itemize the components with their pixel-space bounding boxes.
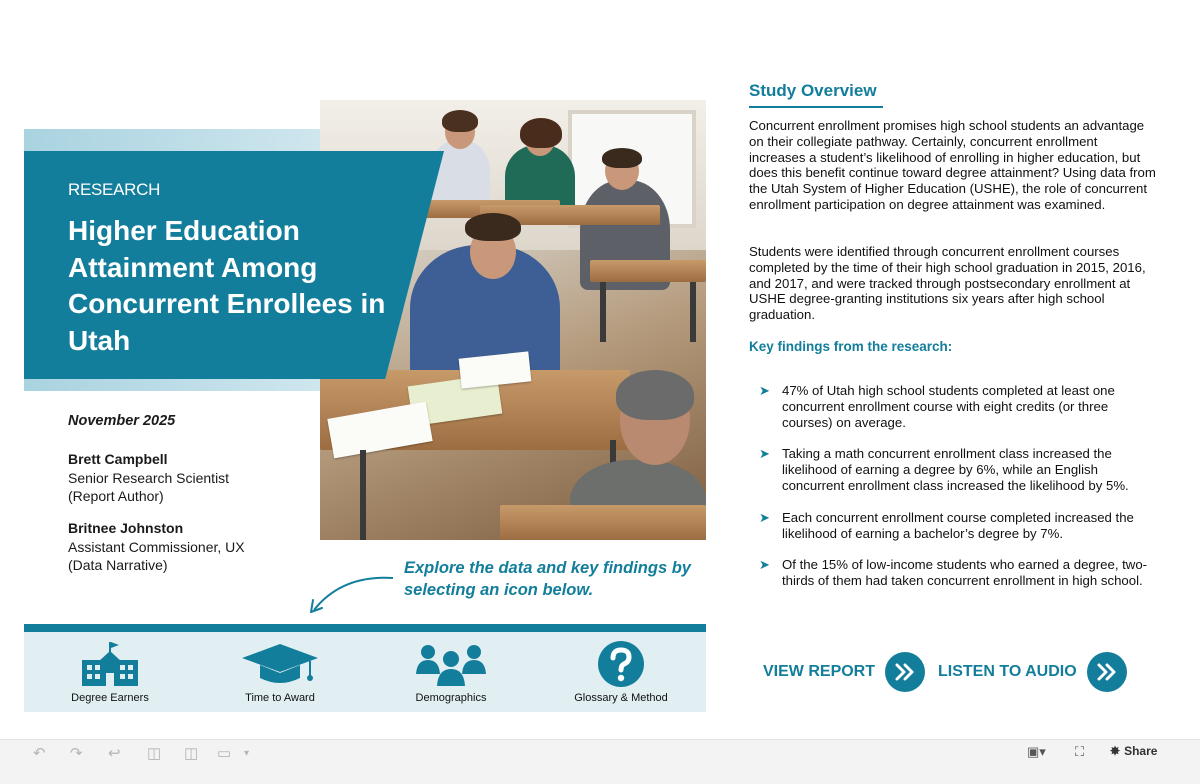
nav-label: Degree Earners <box>71 692 149 704</box>
author-block-2 <box>68 520 245 574</box>
graduation-cap-icon <box>240 640 320 688</box>
undo-icon[interactable]: ↶ <box>33 745 46 762</box>
nav-degree-earners[interactable] <box>35 640 185 710</box>
chevron-down-icon[interactable]: ▾ <box>244 748 250 759</box>
share-icon: ✸ <box>1110 744 1121 758</box>
listen-audio-label: LISTEN TO AUDIO <box>938 663 1077 680</box>
arrow-bullet-icon: ➤ <box>759 557 770 572</box>
author-credit: (Data Narrative) <box>68 557 168 573</box>
curved-arrow-icon <box>305 572 397 616</box>
arrow-bullet-icon: ➤ <box>759 383 770 398</box>
nav-demographics[interactable] <box>376 640 526 710</box>
finding-item <box>759 446 1159 493</box>
school-building-icon <box>78 640 142 688</box>
arrow-bullet-icon: ➤ <box>759 446 770 461</box>
nav-label: Time to Award <box>245 692 315 704</box>
nav-label: Glossary & Method <box>574 692 668 704</box>
share-button[interactable] <box>1110 744 1157 758</box>
overview-title: Study Overview <box>749 81 877 100</box>
finding-item <box>759 557 1159 589</box>
view-report-button[interactable] <box>763 652 925 692</box>
report-date: November 2025 <box>68 413 176 429</box>
finding-text: Taking a math concurrent enrollment class increased the likelihood of earning a degree by 6%, while an English concurrent enrollment class increased the likelihood by 5%. <box>782 446 1129 493</box>
redo-icon[interactable]: ↷ <box>70 745 83 762</box>
pause-updates-icon[interactable]: ◫ <box>184 745 199 762</box>
share-label: Share <box>1124 744 1158 758</box>
finding-text: 47% of Utah high school students completed at least one concurrent enrollment course with eight credits (or three courses) on average. <box>782 383 1115 430</box>
page-title: Higher Education Attainment Among Concurrent Enrollees in Utah <box>68 215 386 356</box>
people-group-icon <box>415 640 487 688</box>
question-circle-icon <box>597 640 645 688</box>
author-role: Senior Research Scientist <box>68 470 230 486</box>
double-chevron-right-icon <box>1087 652 1127 692</box>
key-findings-heading: Key findings from the research: <box>749 339 953 354</box>
fullscreen-icon[interactable]: ⛶ <box>1075 744 1085 759</box>
listen-audio-button[interactable] <box>938 652 1127 692</box>
banner-eyebrow: RESEARCH <box>68 180 161 199</box>
double-chevron-right-icon <box>885 652 925 692</box>
bottom-toolbar <box>0 739 1200 784</box>
author-credit: (Report Author) <box>68 488 164 504</box>
overview-underline <box>749 106 883 108</box>
device-preview-icon[interactable]: ▭ <box>217 745 232 762</box>
nav-label: Demographics <box>415 692 487 704</box>
view-report-label: VIEW REPORT <box>763 663 876 680</box>
arrow-bullet-icon: ➤ <box>759 510 770 525</box>
presentation-icon[interactable]: ▣▾ <box>1027 744 1046 759</box>
nav-time-to-award[interactable] <box>205 640 355 710</box>
finding-item <box>759 510 1159 542</box>
overview-paragraph-2: Students were identified through concurrent enrollment courses completed by the time of their high school graduation in 2015, 2016, and 2017, and were tracked through postsecondary enrollment at USHE degree-granting institutions six years after high school graduation. <box>749 244 1146 323</box>
explore-prompt: Explore the data and key findings by selecting an icon below. <box>404 559 691 599</box>
overview-paragraph-1: Concurrent enrollment promises high school students an advantage on their collegiate pathway. Certainly, concurrent enrollment increases a student’s likelihood of enrolling in higher education, but does this benefit continue toward degree attainment? Using data from the Utah System of Higher Education (USHE), the role of concurrent enrollment participation on degree attainment was examined. <box>749 118 1156 212</box>
finding-item <box>759 383 1159 430</box>
author-name: Brett Campbell <box>68 451 168 467</box>
revert-icon[interactable]: ↩ <box>108 745 121 762</box>
author-role: Assistant Commissioner, UX <box>68 539 245 555</box>
author-name: Britnee Johnston <box>68 520 184 536</box>
finding-text: Each concurrent enrollment course completed increased the likelihood of earning a bachelor’s degree by 7%. <box>782 510 1134 541</box>
nav-bar-rule <box>24 624 706 632</box>
refresh-data-icon[interactable]: ◫ <box>147 745 162 762</box>
nav-glossary-method[interactable] <box>546 640 696 710</box>
author-block-1 <box>68 451 229 505</box>
finding-text: Of the 15% of low-income students who earned a degree, two-thirds of them had taken concurrent enrollment in high school. <box>782 557 1148 588</box>
